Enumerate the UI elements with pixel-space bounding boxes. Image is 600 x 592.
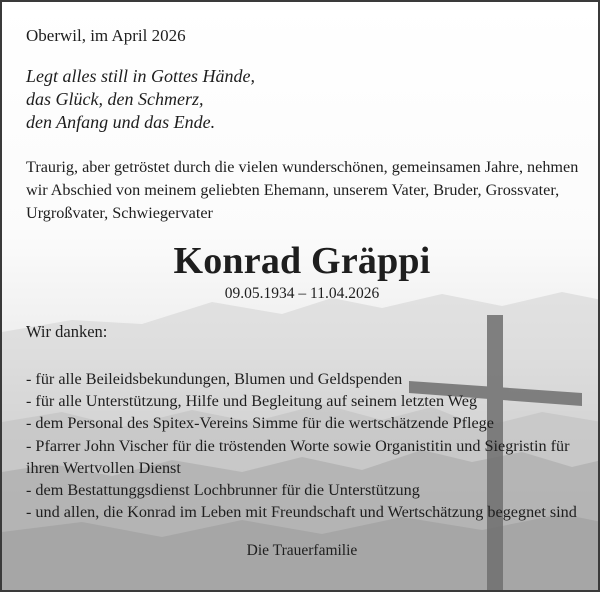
thanks-line: - für alle Beileidsbekundungen, Blumen und Geldspenden	[26, 370, 403, 388]
deceased-name: Konrad Gräppi	[173, 240, 431, 282]
place-date: Oberwil, im April 2026	[26, 26, 186, 45]
thanks-line: ihren Wertvollen Dienst	[26, 458, 181, 477]
thanks-list	[26, 368, 577, 523]
poem	[26, 65, 255, 134]
poem-line: den Anfang und das Ende.	[26, 112, 216, 132]
thanks-line: - dem Bestattunggsdienst Lochbrunner für die Unterstützung	[26, 481, 420, 500]
intro-text: Traurig, aber getröstet durch die vielen wunderschönen, gemeinsamen Jahre, nehmen wir Abschied von meinem geliebten Ehemann, unserem Vater, Bruder, Grossvater, Urgroßvater, Schwiegervater	[26, 158, 579, 222]
poem-line: Legt alles still in Gottes Hände,	[26, 66, 255, 86]
thanks-line: - Pfarrer John Vischer für die tröstenden Worte sowie Organistitin und Siegristin für	[26, 436, 570, 455]
thanks-line: - für alle Unterstützung, Hilfe und Begleitung auf seinem letzten Weg	[26, 392, 478, 411]
notice-content	[2, 2, 600, 592]
thanks-line: - dem Personal des Spitex-Vereins Simme für die wertschätzende Pflege	[26, 414, 494, 433]
poem-line: das Glück, den Schmerz,	[26, 89, 204, 109]
signature: Die Trauerfamilie	[246, 542, 358, 559]
thanks-line: - und allen, die Konrad im Leben mit Freundschaft und Wertschätzung begegnet sind	[26, 503, 577, 522]
life-dates: 09.05.1934 – 11.04.2026	[224, 285, 380, 302]
thanks-title: Wir danken:	[26, 322, 108, 341]
